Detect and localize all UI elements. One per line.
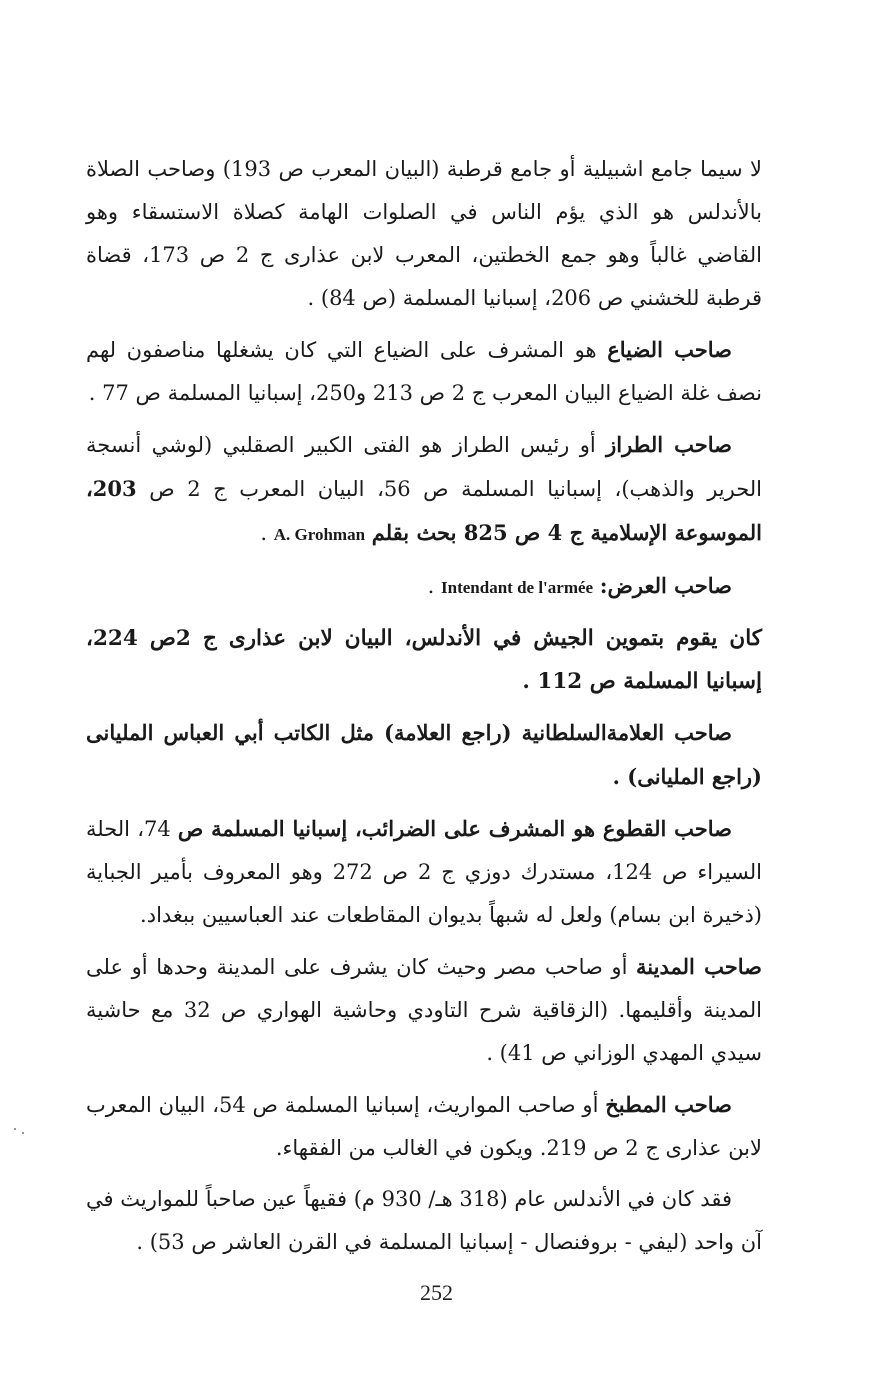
page-number: 252 xyxy=(420,1280,453,1305)
entry-term: صاحب الضياع xyxy=(607,337,732,362)
paragraph-text: لا سيما جامع اشبيلية أو جامع قرطبة (البيان المعرب ص 193) وصاحب الصلاة بالأندلس هو الذي يؤم الناس في الصلوات الهامة كصلاة الاستسقاء وهو القاضي غالباً وهو جمع الخطتين، المعرب لابن عذارى ج 2 ص 173، قضاة قرطبة للخشني ص 206، إسبانيا المسلمة (ص 84) . xyxy=(86,157,763,310)
page-body xyxy=(86,148,762,1272)
paragraph-alama xyxy=(86,711,762,799)
paragraph-text: (راجع العلامة) مثل الكاتب أبي العباس المليانى (راجع المليانى) . xyxy=(86,720,762,789)
scan-speck xyxy=(14,1128,16,1130)
paragraph-text: 74، الحلة السيراء ص 124، مستدرك دوزي ج 2 ص 272 وهو المعروف بأمير الجباية (ذخيرة ابن بسام) ولعل له شبهاً بديوان المقاطعات عند العباسيين ببغداد. xyxy=(86,817,762,927)
paragraph-madina xyxy=(86,945,762,1075)
paragraph-text: أو صاحب المواريث، إسبانيا المسلمة ص 54، البيان المعرب لابن عذارى ج 2 ص 219. ويكون في الغالب من الفقهاء. xyxy=(86,1093,762,1160)
entry-term: صاحب القطوع xyxy=(602,816,732,841)
paragraph-ard xyxy=(86,564,762,609)
paragraph-text: أو رئيس الطراز هو الفتى الكبير الصقلبي (لوشي أنسجة الحرير والذهب)، إسبانيا المسلمة ص 56، البيان المعرب ج 2 ص xyxy=(86,433,762,501)
entry-term: صاحب العلامةالسلطانية xyxy=(521,720,732,745)
paragraph-end: . xyxy=(427,574,442,598)
entry-term: صاحب الطراز xyxy=(606,432,732,457)
paragraph-bold-text: هو المشرف على الضرائب، إسبانيا المسلمة ص xyxy=(177,816,603,841)
paragraph-text: هو المشرف على الضياع التي كان يشغلها مناصفون لهم نصف غلة الضياع البيان المعرب ج 2 ص 213 و250، إسبانيا المسلمة ص 77 . xyxy=(86,338,762,405)
paragraph-text: فقد كان في الأندلس عام (318 هـ/ 930 م) فقيهاً عين صاحباً للمواريث في آن واحد (ليفي - بروفنصال - إسبانيا المسلمة في القرن العاشر ص 53) . xyxy=(86,1187,762,1254)
paragraph-diya xyxy=(86,328,762,415)
paragraph-end: . xyxy=(260,521,274,545)
entry-term: صاحب المطبخ xyxy=(605,1092,732,1117)
latin-definition: Intendant de l'armée xyxy=(441,578,594,597)
entry-term: صاحب العرض: xyxy=(599,573,732,598)
paragraph-mawarith xyxy=(86,1178,762,1264)
paragraph-tiraz xyxy=(86,423,762,556)
paragraph-text: كان يقوم بتموين الجيش في الأندلس، البيان لابن عذارى ج 2ص 224، إسبانيا المسلمة ص 112 . xyxy=(86,626,762,694)
paragraph-bold-tail: 203، الموسوعة الإسلامية ج 4 ص 825 بحث بقلم xyxy=(86,476,762,545)
paragraph-text: أو صاحب مصر وحيث كان يشرف على المدينة وحدها أو على المدينة وأقليمها. (الزقاقية شرح التاودي وحاشية الهواري ص 32 مع حاشية سيدي المهدي الوزاني ص 41) . xyxy=(86,955,762,1065)
latin-author-name: A. Grohman xyxy=(273,525,366,544)
paragraph-salat xyxy=(86,148,762,320)
paragraph-ard-continued xyxy=(86,617,762,703)
scan-speck xyxy=(22,1132,24,1134)
paragraph-qutu xyxy=(86,807,762,937)
entry-term: صاحب المدينة xyxy=(636,954,762,979)
paragraph-matbakh xyxy=(86,1083,762,1170)
